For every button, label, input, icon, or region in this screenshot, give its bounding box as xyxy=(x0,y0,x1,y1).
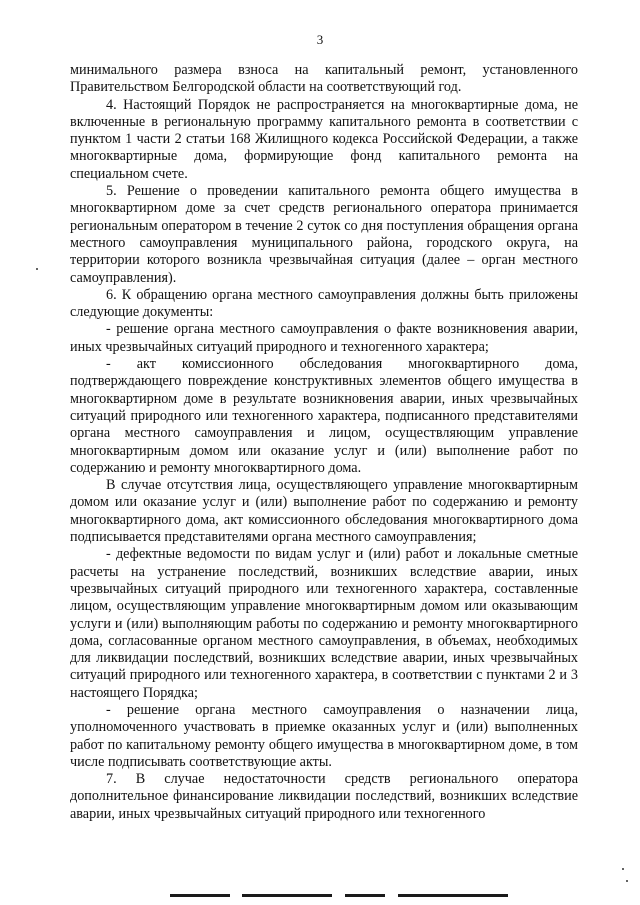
paragraph-1: минимального размера взноса на капитальный ремонт, установленного Правительством Белгородской области на соответствующий год. xyxy=(70,62,578,96)
scan-footer-line xyxy=(345,894,385,897)
document-body xyxy=(70,62,578,823)
list-item-appointment-decision: - решение органа местного самоуправления о назначении лица, уполномоченного участвовать в приемке оказанных услуг и (или) выполненных работ по капитальному ремонту общего имущества в многоквартирном доме, в том числе подписывать соответствующие акты. xyxy=(70,701,578,770)
list-item-inspection-act: - акт комиссионного обследования многоквартирного дома, подтверждающего повреждение конструктивных элементов общего имущества в многоквартирном доме в результате возникновения аварии, иных чрезвычайных ситуаций природного или техногенного характера, подписанного представителями органа местного самоуправления и лицом, осуществляющим управление многоквартирным домом или оказание услуг и (или) выполнение работ по содержанию и ремонту многоквартирного дома. xyxy=(70,356,578,476)
scan-dot xyxy=(622,868,624,870)
paragraph-7: 7. В случае недостаточности средств регионального оператора дополнительное финансирование ликвидации последствий, возникших вследствие аварии, иных чрезвычайных ситуаций природного или техногенного xyxy=(70,771,578,822)
list-item-decision: - решение органа местного самоуправления о факте возникновения аварии, иных чрезвычайных ситуаций природного и техногенного характера; xyxy=(70,321,578,355)
scan-footer-line xyxy=(398,894,508,897)
scan-dot xyxy=(36,268,38,270)
paragraph-5: 5. Решение о проведении капитального ремонта общего имущества в многоквартирном доме за счет средств регионального оператора принимается региональным оператором в течение 2 суток со дня поступления обращения органа местного самоуправления муниципального района, городского округа, на территории которого возникла чрезвычайная ситуация (далее – орган местного самоуправления). xyxy=(70,183,578,286)
paragraph-4: 4. Настоящий Порядок не распространяется на многоквартирные дома, не включенные в региональную программу капитального ремонта в соответствии с пунктом 1 части 2 статьи 168 Жилищного кодекса Российской Федерации, а также многоквартирные дома, формирующие фонд капитального ремонта на специальном счете. xyxy=(70,96,578,182)
scan-dot xyxy=(626,880,628,882)
paragraph-6: 6. К обращению органа местного самоуправления должны быть приложены следующие документы: xyxy=(70,286,578,321)
page-number: 3 xyxy=(316,32,324,47)
paragraph-absence-case: В случае отсутствия лица, осуществляющего управление многоквартирным домом или оказание услуг и (или) выполнение работ по содержанию и ремонту многоквартирного дома, акт комиссионного обследования многоквартирного дома подписывается представителями органа местного самоуправления; xyxy=(70,477,578,546)
scan-footer-line xyxy=(242,894,332,897)
scan-footer-line xyxy=(170,894,230,897)
list-item-defect-statements: - дефектные ведомости по видам услуг и (или) работ и локальные сметные расчеты на устранение последствий, возникших вследствие аварии, иных чрезвычайных ситуаций природного или техногенного характера, составленные лицом, осуществляющим управление многоквартирным домом или оказывающим услуги и (или) выполняющим работы по содержанию и ремонту многоквартирного дома, согласованные органом местного самоуправления, в объемах, необходимых для ликвидации последствий, возникших вследствие аварии, иных чрезвычайных ситуаций природного или техногенного характера, в соответствии с пунктами 2 и 3 настоящего Порядка; xyxy=(70,546,578,701)
